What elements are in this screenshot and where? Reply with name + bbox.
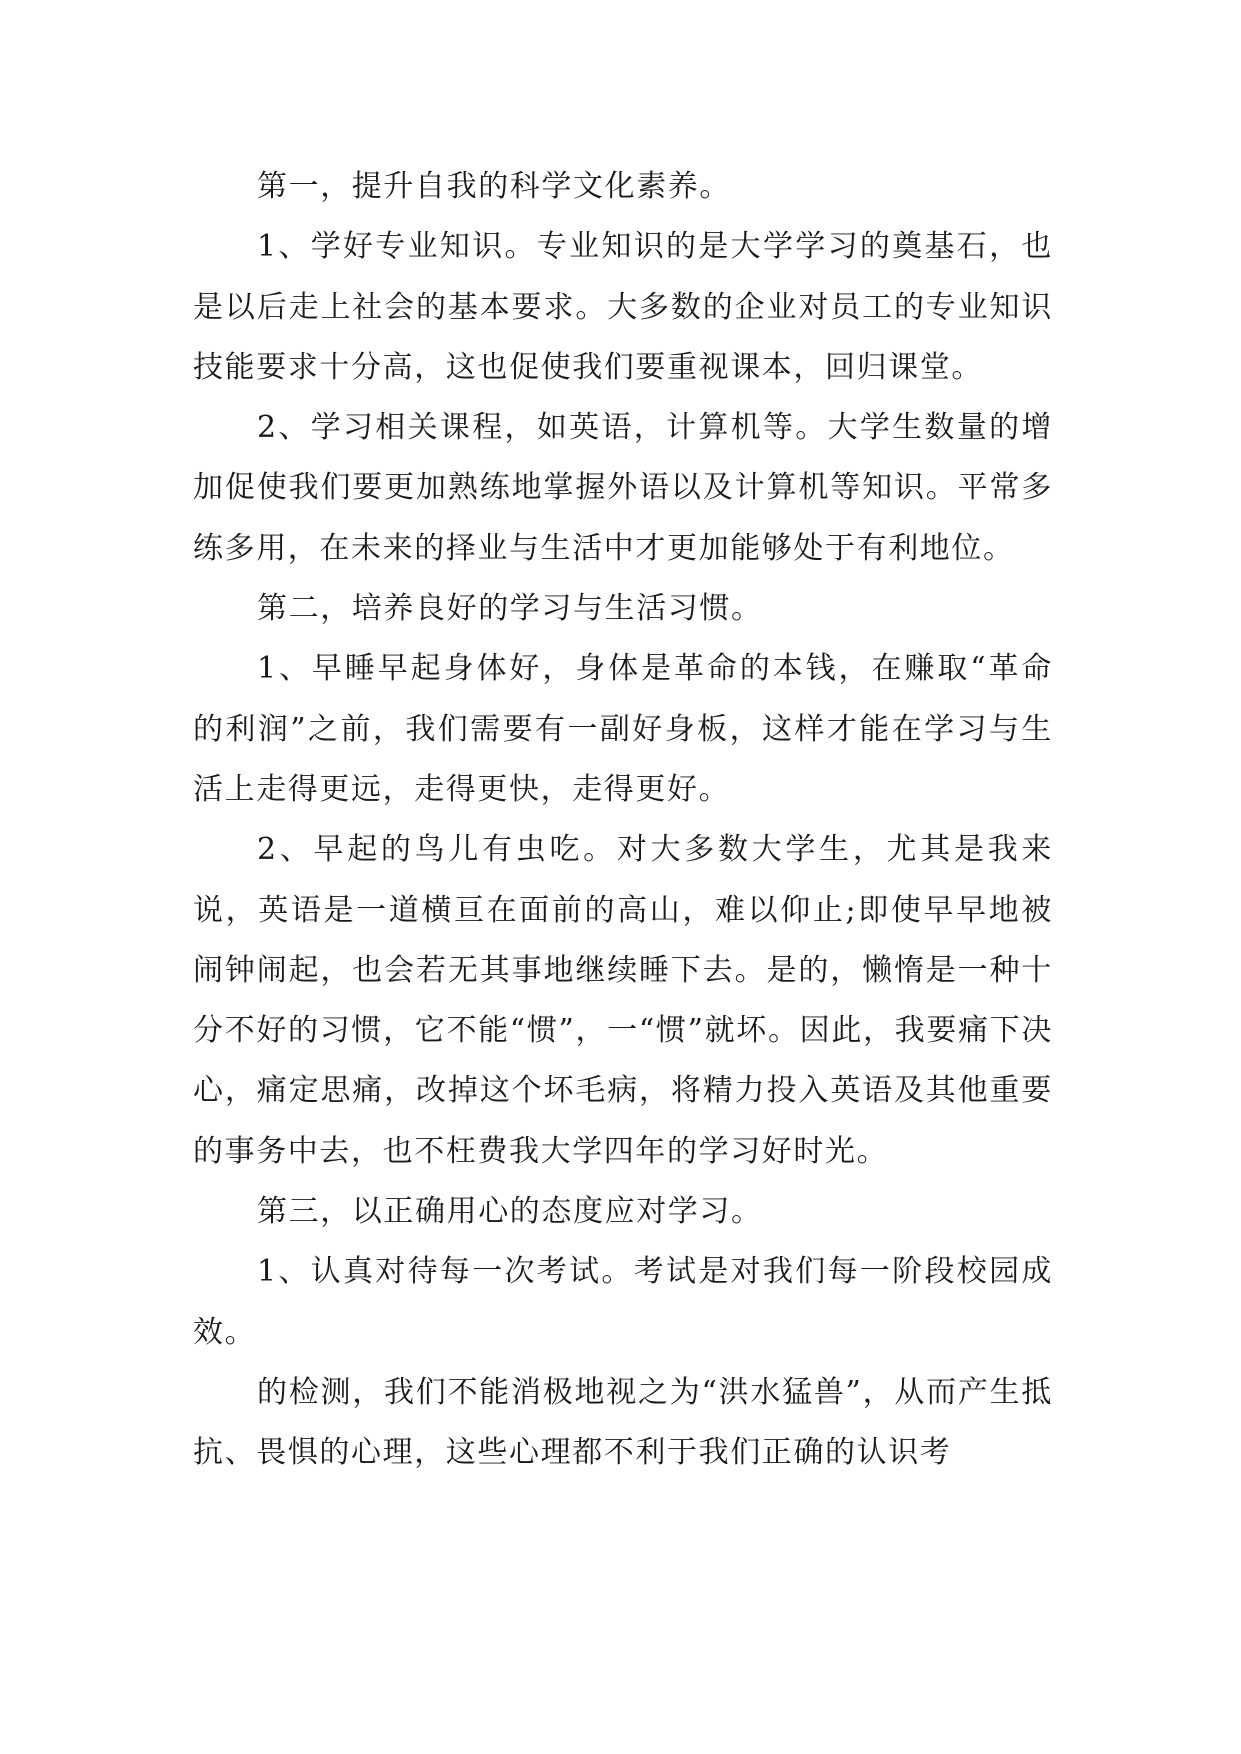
paragraph-3-1: 1、认真对待每一次考试。考试是对我们每一阶段校园成效。 [193, 1254, 1053, 1350]
paragraph-2-2: 2、早起的鸟儿有虫吃。对大多数大学生，尤其是我来说，英语是一道横亘在面前的高山，难以仰止;即使早早地被闹钟闹起，也会若无其事地继续睡下去。是的，懒惰是一种十分不好的习惯，它不能“惯”，一“惯”就坏。因此，我要痛下决心，痛定思痛，改掉这个坏毛病，将精力投入英语及其他重要的事务中去，也不枉费我大学四年的学习好时光。 [193, 832, 1053, 1169]
paragraph-2-1: 1、早睡早起身体好，身体是革命的本钱，在赚取“革命的利润”之前，我们需要有一副好身板，这样才能在学习与生活上走得更远，走得更快，走得更好。 [193, 651, 1053, 807]
document-body [193, 157, 1053, 1484]
paragraph-3-2: 的检测，我们不能消极地视之为“洪水猛兽”，从而产生抵抗、畏惧的心理，这些心理都不利于我们正确的认识考 [193, 1374, 1053, 1471]
paragraph-1-2: 2、学习相关课程，如英语，计算机等。大学生数量的增加促使我们要更加熟练地掌握外语以及计算机等知识。平常多练多用，在未来的择业与生活中才更加能够处于有利地位。 [193, 410, 1053, 566]
heading-section-2: 第二，培养良好的学习与生活习惯。 [257, 591, 763, 627]
paragraph-1-1: 1、学好专业知识。专业知识的是大学学习的奠基石，也是以后走上社会的基本要求。大多数的企业对员工的专业知识技能要求十分高，这也促使我们要重视课本，回归课堂。 [193, 229, 1053, 385]
heading-section-3: 第三，以正确用心的态度应对学习。 [257, 1194, 763, 1230]
heading-section-1: 第一，提升自我的科学文化素养。 [257, 169, 731, 204]
